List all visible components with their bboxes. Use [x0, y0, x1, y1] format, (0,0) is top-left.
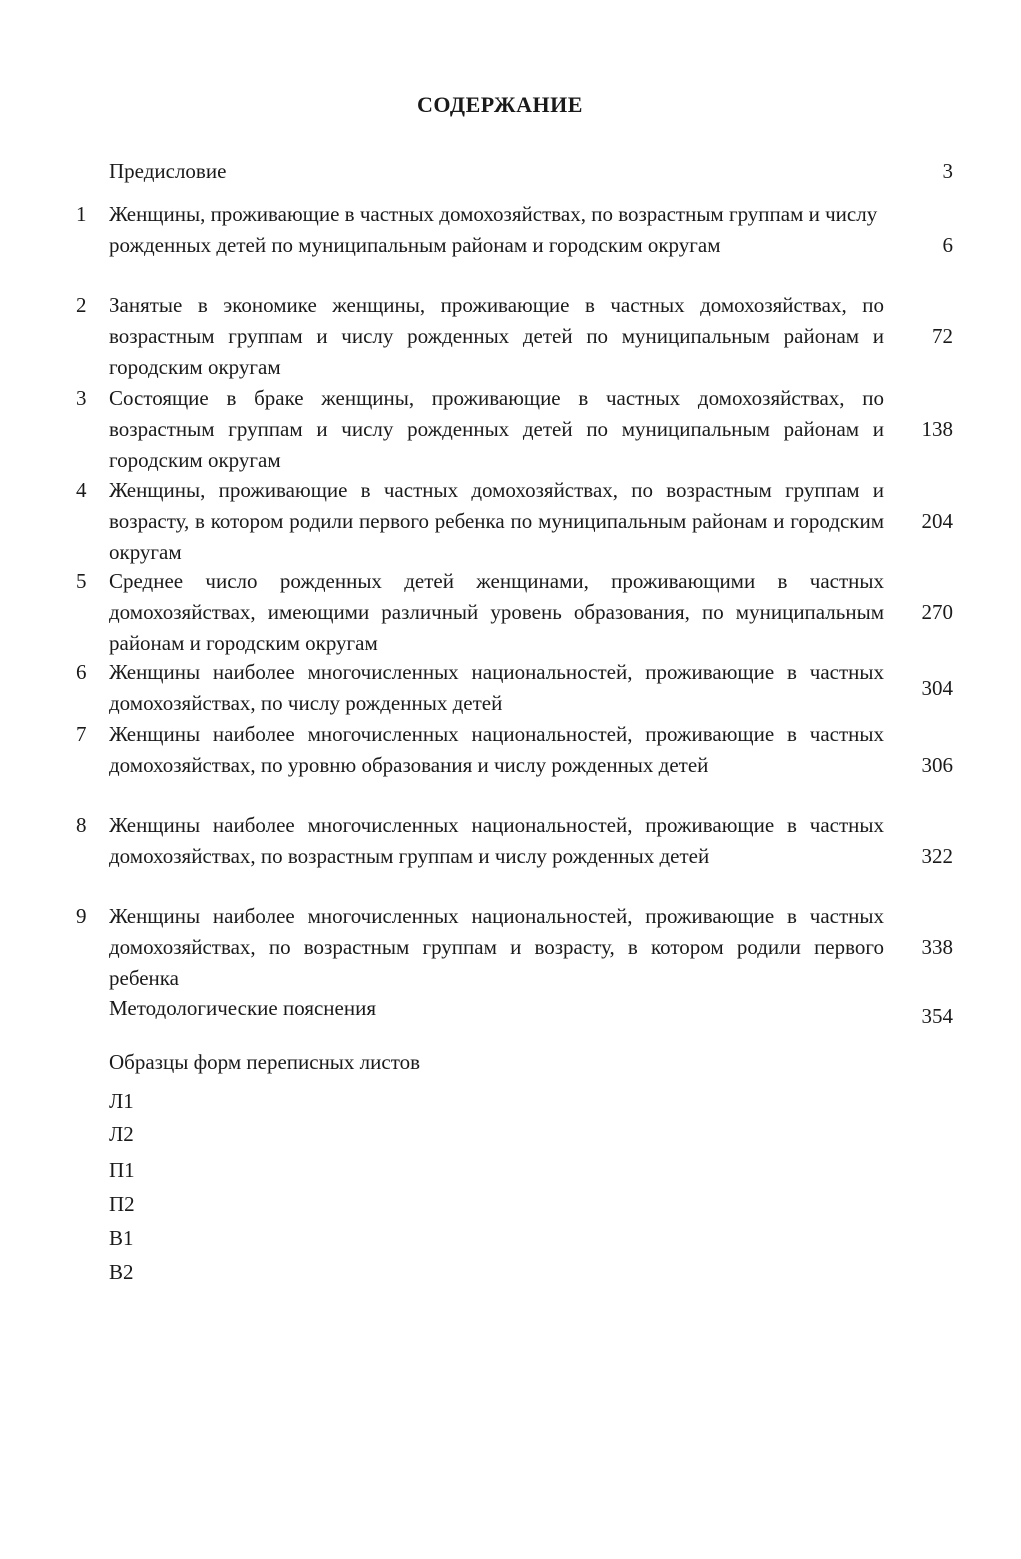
- toc-entry-title: Женщины наиболее многочисленных национальностей, проживающие в частных домохозяйствах, по числу рожденных детей: [109, 660, 884, 715]
- toc-entry-page: 322: [921, 844, 953, 868]
- toc-entry-number: 3: [76, 386, 87, 410]
- form-item[interactable]: П1: [109, 1158, 135, 1182]
- toc-entry-title: Женщины наиболее многочисленных национальностей, проживающие в частных домохозяйствах, по возрастным группам и возрасту, в котором родили первого ребенка: [109, 904, 884, 990]
- form-item[interactable]: В2: [109, 1260, 134, 1284]
- forms-heading: Образцы форм переписных листов: [109, 1050, 421, 1074]
- toc-entry-page: 338: [921, 935, 953, 959]
- toc-entry-title: Среднее число рожденных детей женщинами, проживающими в частных домохозяйствах, имеющими различный уровень образования, по муниципальным районам и городским округам: [109, 569, 884, 655]
- toc-entry-title: Женщины наиболее многочисленных национальностей, проживающие в частных домохозяйствах, по уровню образования и числу рожденных детей: [109, 722, 884, 777]
- toc-entry-title: Женщины, проживающие в частных домохозяйствах, по возрастным группам и возрасту, в котором родили первого ребенка по муниципальным районам и городским округам: [109, 478, 884, 564]
- toc-entry-page: 138: [921, 417, 953, 441]
- form-item[interactable]: П2: [109, 1192, 135, 1216]
- toc-entry-title: Предисловие: [109, 159, 227, 183]
- toc-entry-page: 72: [932, 324, 953, 348]
- form-item[interactable]: Л2: [109, 1122, 134, 1146]
- toc-entry-number: 7: [76, 722, 87, 746]
- form-item[interactable]: Л1: [109, 1089, 134, 1113]
- form-item[interactable]: В1: [109, 1226, 134, 1250]
- toc-entry-title: Состоящие в браке женщины, проживающие в частных домохозяйствах, по возрастным группам и числу рожденных детей по муниципальным районам и городским округам: [109, 386, 884, 472]
- toc-entry-page: 6: [942, 233, 953, 257]
- toc-entry-number: 8: [76, 813, 87, 837]
- toc-entry-page: 204: [921, 509, 953, 533]
- toc-entry-number: 2: [76, 293, 87, 317]
- toc-entry-number: 6: [76, 660, 87, 684]
- toc-entry-title: Женщины наиболее многочисленных национальностей, проживающие в частных домохозяйствах, по возрастным группам и числу рожденных детей: [109, 813, 884, 868]
- toc-entry-page: 304: [921, 676, 953, 700]
- page-title: СОДЕРЖАНИЕ: [417, 92, 583, 117]
- toc-entry-page: 3: [942, 159, 953, 183]
- toc-entry-title: Занятые в экономике женщины, проживающие в частных домохозяйствах, по возрастным группам и числу рожденных детей по муниципальным районам и городским округам: [109, 293, 884, 379]
- toc-entry-number: 1: [76, 202, 87, 226]
- toc-entry-number: 9: [76, 904, 87, 928]
- toc-entry-title: Методологические пояснения: [109, 996, 377, 1020]
- toc-entry-page: 306: [921, 753, 953, 777]
- toc-entry-page: 354: [921, 1004, 953, 1028]
- toc-entry-page: 270: [921, 600, 953, 624]
- toc-entry-title: Женщины, проживающие в частных домохозяйствах, по возрастным группам и числу рожденных детей по муниципальным районам и городским округам: [109, 202, 878, 257]
- toc-entry-number: 5: [76, 569, 87, 593]
- toc-entry-number: 4: [76, 478, 87, 502]
